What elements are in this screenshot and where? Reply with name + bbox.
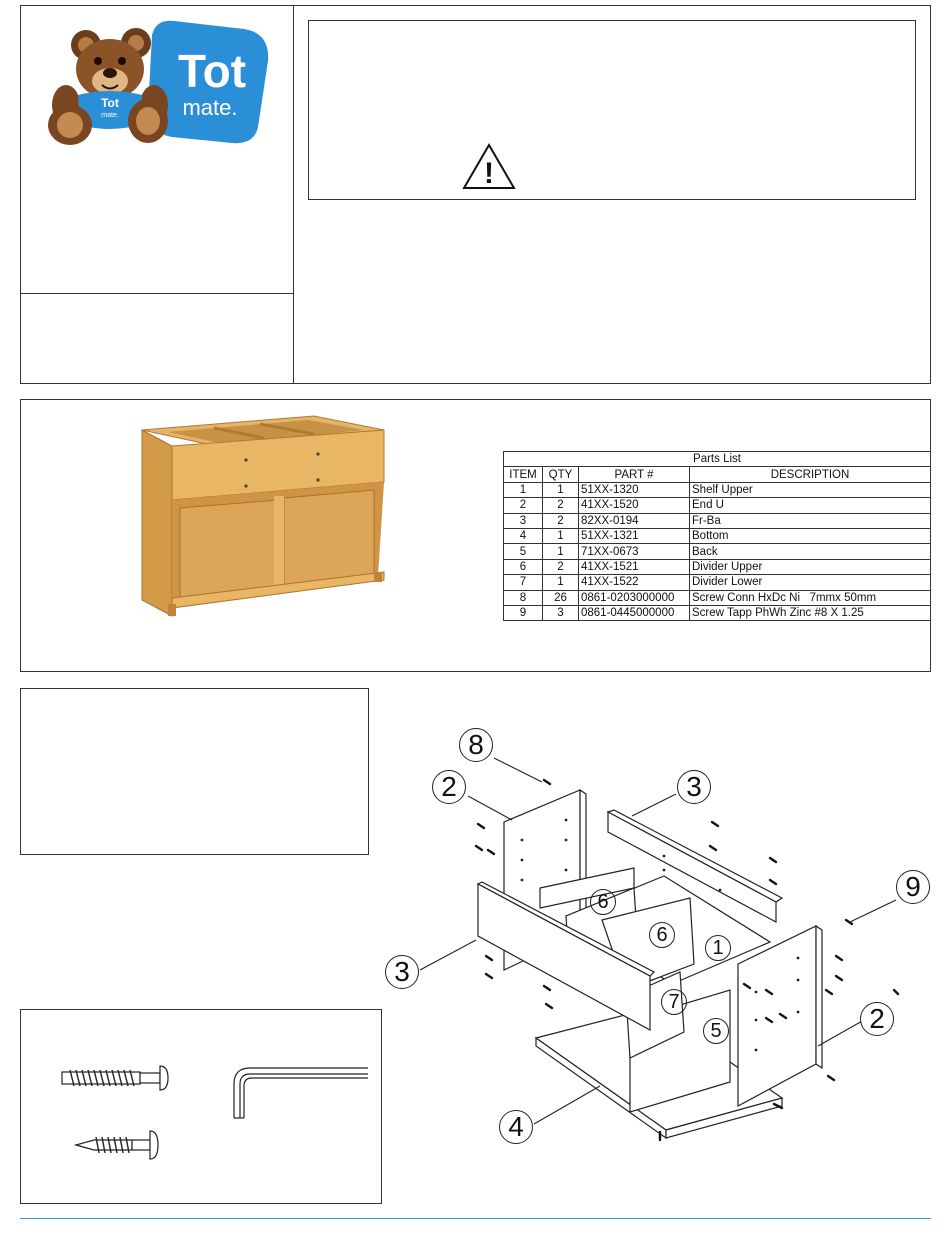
cell-qty: 1 <box>543 575 579 590</box>
cell-part: 82XX-0194 <box>579 513 690 528</box>
table-row <box>504 590 931 605</box>
cell-item: 4 <box>504 528 543 543</box>
cell-part: 51XX-1320 <box>579 482 690 497</box>
cell-desc: Screw Tapp PhWh Zinc #8 X 1.25 <box>690 605 931 620</box>
cell-part: 41XX-1521 <box>579 559 690 574</box>
cell-desc: End U <box>690 498 931 513</box>
cell-qty: 3 <box>543 605 579 620</box>
callout-9: 9 <box>896 870 930 904</box>
cell-item: 3 <box>504 513 543 528</box>
cell-desc: Back <box>690 544 931 559</box>
callout-2-left: 2 <box>432 770 466 804</box>
part-label-5: 5 <box>703 1018 729 1044</box>
connector-screw-icon <box>60 1062 175 1094</box>
col-item: ITEM <box>504 467 543 482</box>
footer-rule <box>20 1218 931 1219</box>
warning-triangle-icon <box>462 143 516 190</box>
cell-part: 0861-0203000000 <box>579 590 690 605</box>
cell-part: 41XX-1522 <box>579 575 690 590</box>
notes-box <box>20 688 369 855</box>
parts-list-header <box>504 467 931 482</box>
cell-qty: 2 <box>543 513 579 528</box>
callout-4: 4 <box>499 1110 533 1144</box>
warning-symbol: ! <box>484 157 494 190</box>
cell-desc: Bottom <box>690 528 931 543</box>
warning-box <box>308 20 916 200</box>
parts-list-title: Parts List <box>504 452 931 467</box>
part-label-7: 7 <box>661 989 687 1015</box>
table-row <box>504 559 931 574</box>
cell-item: 7 <box>504 575 543 590</box>
cell-qty: 1 <box>543 482 579 497</box>
shirt-logo-bottom: mate. <box>101 112 119 119</box>
cell-item: 8 <box>504 590 543 605</box>
cell-desc: Shelf Upper <box>690 482 931 497</box>
cell-item: 9 <box>504 605 543 620</box>
tapping-screw-icon <box>74 1128 166 1162</box>
callout-8: 8 <box>459 728 493 762</box>
cell-qty: 26 <box>543 590 579 605</box>
table-row <box>504 528 931 543</box>
totmate-logo <box>44 17 272 147</box>
cell-qty: 1 <box>543 544 579 559</box>
table-row <box>504 513 931 528</box>
callout-3-back: 3 <box>677 770 711 804</box>
col-qty: QTY <box>543 467 579 482</box>
cell-desc: Divider Upper <box>690 559 931 574</box>
table-row <box>504 575 931 590</box>
cell-qty: 1 <box>543 528 579 543</box>
parts-list-table <box>503 451 931 621</box>
cell-qty: 2 <box>543 498 579 513</box>
table-row <box>504 482 931 497</box>
cell-part: 41XX-1520 <box>579 498 690 513</box>
table-row <box>504 498 931 513</box>
callout-3-front: 3 <box>385 955 419 989</box>
cell-part: 51XX-1321 <box>579 528 690 543</box>
shirt-logo-top: Tot <box>101 96 119 110</box>
cell-part: 71XX-0673 <box>579 544 690 559</box>
cell-desc: Divider Lower <box>690 575 931 590</box>
cell-item: 5 <box>504 544 543 559</box>
part-label-6b: 6 <box>649 922 675 948</box>
cell-desc: Fr-Ba <box>690 513 931 528</box>
part-label-6a: 6 <box>590 889 616 915</box>
cell-item: 6 <box>504 559 543 574</box>
allen-wrench-icon <box>228 1064 372 1120</box>
cell-item: 1 <box>504 482 543 497</box>
table-row <box>504 544 931 559</box>
cell-qty: 2 <box>543 559 579 574</box>
part-label-1: 1 <box>705 935 731 961</box>
logo-text-top: Tot <box>177 45 247 97</box>
parts-list-title-row <box>504 452 931 467</box>
cell-desc: Screw Conn HxDc Ni 7mmx 50mm <box>690 590 931 605</box>
logo-text-bottom: mate. <box>182 95 238 120</box>
col-description: DESCRIPTION <box>690 467 931 482</box>
cell-item: 2 <box>504 498 543 513</box>
cell-part: 0861-0445000000 <box>579 605 690 620</box>
col-part: PART # <box>579 467 690 482</box>
product-photo <box>138 412 388 618</box>
table-row <box>504 605 931 620</box>
header-divider-horizontal <box>20 293 294 294</box>
callout-2-right: 2 <box>860 1002 894 1036</box>
header-divider-vertical <box>293 5 294 384</box>
